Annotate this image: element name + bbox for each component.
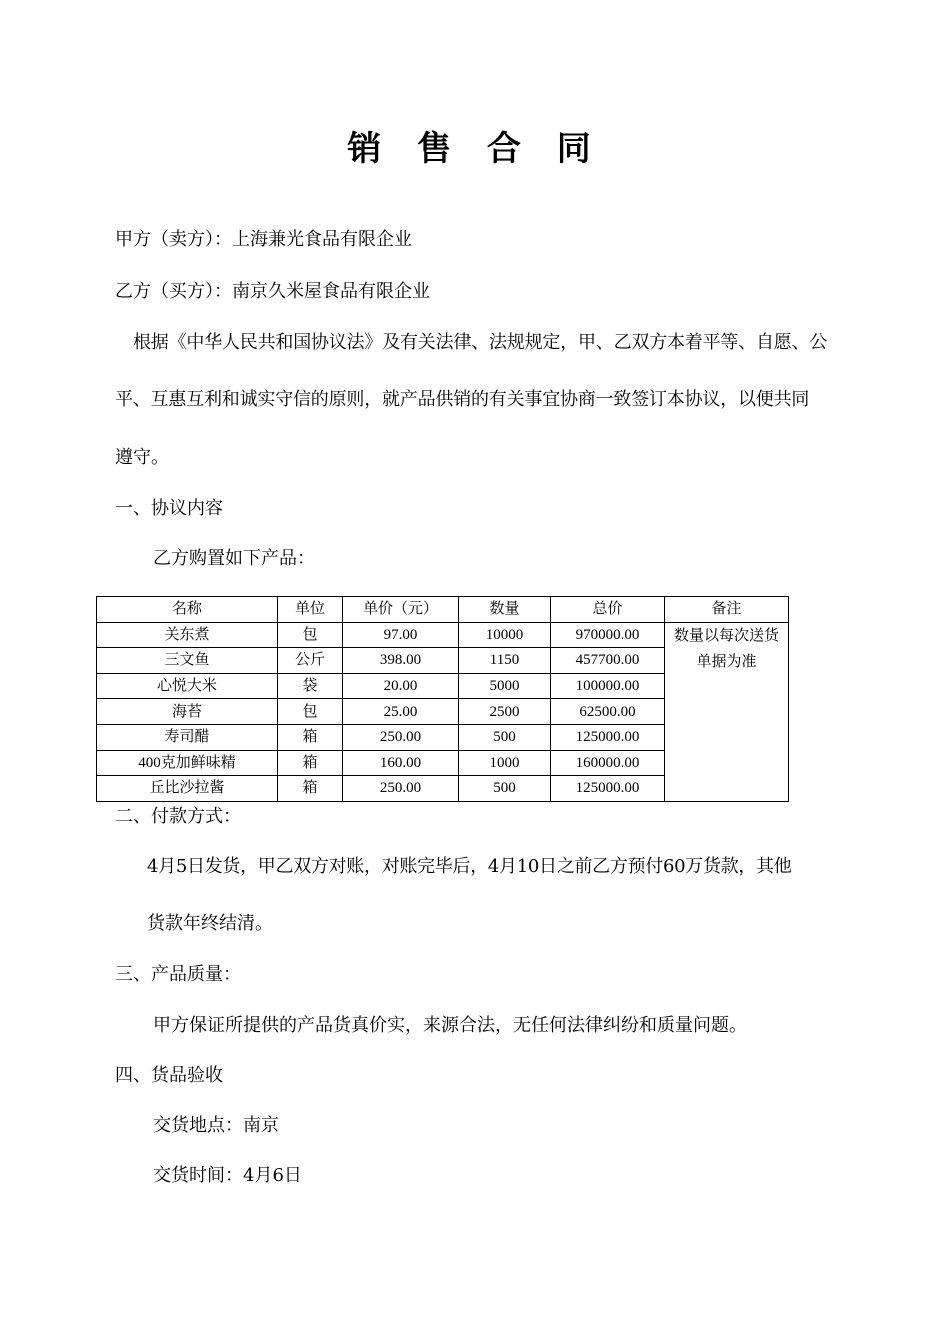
cell-quantity: 10000 bbox=[459, 622, 551, 648]
cell-name: 寿司醋 bbox=[97, 724, 278, 750]
section-2-heading: 二、付款方式： bbox=[115, 806, 241, 827]
cell-remark bbox=[665, 622, 789, 801]
header-total: 总价 bbox=[551, 597, 665, 623]
cell-unit: 公斤 bbox=[278, 648, 343, 674]
table-header-row bbox=[97, 597, 789, 623]
header-remark: 备注 bbox=[665, 597, 789, 623]
header-name: 名称 bbox=[97, 597, 278, 623]
cell-quantity: 500 bbox=[459, 776, 551, 802]
cell-unit: 箱 bbox=[278, 724, 343, 750]
party-b: 乙方（买方）：南京久米屋食品有限企业 bbox=[115, 281, 430, 302]
cell-unit: 箱 bbox=[278, 776, 343, 802]
intro-line-2: 平、互惠互利和诚实守信的原则，就产品供销的有关事宜协商一致签订本协议，以便共同 bbox=[115, 389, 810, 410]
cell-quantity: 500 bbox=[459, 724, 551, 750]
cell-unit-price: 20.00 bbox=[343, 673, 459, 699]
cell-quantity: 1000 bbox=[459, 750, 551, 776]
delivery-time: 交货时间：4月6日 bbox=[153, 1165, 302, 1186]
cell-total: 160000.00 bbox=[551, 750, 665, 776]
cell-total: 62500.00 bbox=[551, 699, 665, 725]
payment-line-1: 4月5日发货，甲乙双方对账，对账完毕后，4月10日之前乙方预付60万货款，其他 bbox=[147, 856, 792, 877]
cell-name: 三文鱼 bbox=[97, 648, 278, 674]
cell-total: 125000.00 bbox=[551, 724, 665, 750]
cell-quantity: 2500 bbox=[459, 699, 551, 725]
delivery-place: 交货地点：南京 bbox=[153, 1115, 279, 1136]
cell-unit: 箱 bbox=[278, 750, 343, 776]
cell-name: 海苔 bbox=[97, 699, 278, 725]
table-row bbox=[97, 622, 789, 648]
section-4-heading: 四、货品验收 bbox=[115, 1065, 223, 1086]
cell-name: 丘比沙拉酱 bbox=[97, 776, 278, 802]
header-unit-price: 单价（元） bbox=[343, 597, 459, 623]
cell-unit: 包 bbox=[278, 699, 343, 725]
cell-total: 457700.00 bbox=[551, 648, 665, 674]
cell-unit: 袋 bbox=[278, 673, 343, 699]
intro-line-3: 遵守。 bbox=[115, 447, 169, 468]
section-3-heading: 三、产品质量： bbox=[115, 964, 241, 985]
header-unit: 单位 bbox=[278, 597, 343, 623]
cell-unit: 包 bbox=[278, 622, 343, 648]
cell-quantity: 1150 bbox=[459, 648, 551, 674]
remark-text: 数量以每次送货单据为准 bbox=[673, 627, 779, 670]
cell-unit-price: 398.00 bbox=[343, 648, 459, 674]
cell-unit-price: 250.00 bbox=[343, 724, 459, 750]
cell-unit-price: 25.00 bbox=[343, 699, 459, 725]
intro-line-1: 根据《中华人民共和国协议法》及有关法律、法规规定，甲、乙双方本着平等、自愿、公 bbox=[133, 332, 828, 353]
header-quantity: 数量 bbox=[459, 597, 551, 623]
section-1-lead: 乙方购置如下产品： bbox=[153, 548, 315, 569]
payment-line-2: 货款年终结清。 bbox=[147, 913, 273, 934]
product-table bbox=[96, 596, 789, 802]
cell-name: 关东煮 bbox=[97, 622, 278, 648]
cell-name: 400克加鲜味精 bbox=[97, 750, 278, 776]
quality-text: 甲方保证所提供的产品货真价实，来源合法，无任何法律纠纷和质量问题。 bbox=[153, 1015, 747, 1036]
document-title: 销 售 合 同 bbox=[347, 129, 603, 169]
cell-quantity: 5000 bbox=[459, 673, 551, 699]
cell-unit-price: 160.00 bbox=[343, 750, 459, 776]
cell-total: 970000.00 bbox=[551, 622, 665, 648]
cell-unit-price: 250.00 bbox=[343, 776, 459, 802]
cell-name: 心悦大米 bbox=[97, 673, 278, 699]
cell-total: 100000.00 bbox=[551, 673, 665, 699]
section-1-heading: 一、协议内容 bbox=[115, 498, 223, 519]
cell-total: 125000.00 bbox=[551, 776, 665, 802]
cell-unit-price: 97.00 bbox=[343, 622, 459, 648]
party-a: 甲方（卖方）：上海兼光食品有限企业 bbox=[115, 229, 412, 250]
